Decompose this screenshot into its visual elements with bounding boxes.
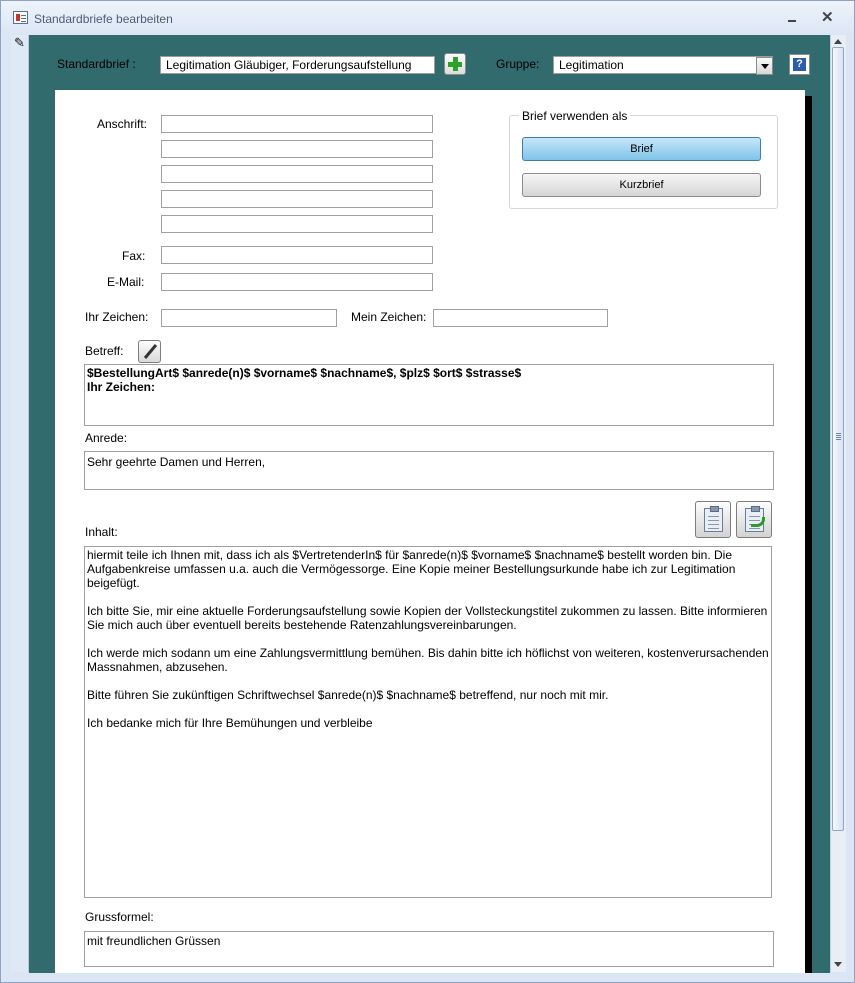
fax-label: Fax: — [122, 249, 146, 263]
email-input[interactable] — [161, 273, 433, 291]
mein-zeichen-input[interactable] — [433, 309, 608, 327]
scrollbar-thumb[interactable] — [832, 47, 844, 831]
gruppe-dropdown[interactable]: Legitimation — [553, 56, 773, 74]
clipboard-icon — [704, 508, 723, 532]
scroll-down-icon[interactable] — [834, 962, 842, 967]
grussformel-textarea[interactable]: mit freundlichen Grüssen — [84, 931, 774, 967]
brief-verwenden-title: Brief verwenden als — [519, 109, 630, 123]
anrede-label: Anrede: — [85, 431, 128, 445]
grussformel-label: Grussformel: — [85, 910, 154, 924]
anschrift-line-3-input[interactable] — [161, 165, 433, 183]
vertical-scrollbar[interactable] — [830, 35, 846, 972]
form-icon — [13, 11, 28, 24]
grip-icon — [836, 433, 841, 434]
paste-replace-button[interactable] — [736, 501, 772, 538]
help-button[interactable] — [789, 54, 810, 75]
gruppe-label: Gruppe: — [496, 57, 540, 71]
scroll-up-icon[interactable] — [834, 39, 842, 44]
title-bar — [1, 1, 854, 35]
window-bottom-border — [1, 973, 854, 982]
kurzbrief-button[interactable]: Kurzbrief — [522, 173, 761, 197]
edit-betreff-button[interactable] — [138, 340, 161, 363]
betreff-textarea[interactable]: $BestellungArt$ $anrede(n)$ $vorname$ $nachname$, $plz$ $ort$ $strasse$ Ihr Zeichen: — [84, 364, 774, 426]
fax-input[interactable] — [161, 246, 433, 264]
betreff-label: Betreff: — [85, 344, 124, 358]
anschrift-line-5-input[interactable] — [161, 215, 433, 233]
anrede-textarea[interactable]: Sehr geehrte Damen und Herren, — [84, 451, 774, 490]
anschrift-line-4-input[interactable] — [161, 190, 433, 208]
mein-zeichen-label: Mein Zeichen: — [351, 310, 427, 324]
anschrift-label: Anschrift: — [97, 117, 148, 131]
anschrift-line-2-input[interactable] — [161, 140, 433, 158]
ihr-zeichen-input[interactable] — [161, 309, 337, 327]
record-selector[interactable] — [11, 35, 29, 972]
standardbrief-label: Standardbrief : — [57, 57, 136, 71]
standardbrief-field[interactable]: Legitimation Gläubiger, Forderungsaufstellung — [160, 56, 435, 74]
window-title: Standardbriefe bearbeiten — [34, 12, 173, 26]
inhalt-label: Inhalt: — [85, 525, 118, 539]
edit-record-icon: ✎ — [14, 35, 25, 50]
email-label: E-Mail: — [107, 275, 145, 289]
panel-shadow — [805, 96, 812, 974]
close-button[interactable]: ✕ — [821, 9, 834, 26]
help-icon: ? — [793, 58, 806, 71]
anschrift-line-1-input[interactable] — [161, 115, 433, 133]
ihr-zeichen-label: Ihr Zeichen: — [85, 310, 149, 324]
inhalt-textarea[interactable]: hiermit teile ich Ihnen mit, dass ich als $VertretenderIn$ für $anrede(n)$ $vorname$ $nachname$ bestellt worden bin. Die Aufgabenkreise umfassen u.a. auch die Vermögessorge. Eine Kopie meiner Bestellungsurkunde habe ich zur Legitimation beigefügt. Ich bitte Sie, mir eine aktuelle Forderungsaufstellung sowie Kopien der Vollsteckungstitel zukommen zu lassen. Bitte informieren Sie mich auch über eventuell bereits bestehende Ratenzahlungsvereinbarungen. Ich werde mich sodann um eine Zahlungsvermittlung bemühen. Bis dahin bitte ich höflichst von weiteren, kostenverursachenden Massnahmen, abzusehen. Bitte führen Sie zukünftigen Schriftwechsel $anrede(n)$ $nachname$ betreffend, nur noch mit mir. Ich bedanke mich für Ihre Bemühungen und verbleibe — [84, 546, 772, 898]
add-standardbrief-button[interactable] — [444, 53, 466, 75]
chevron-down-icon[interactable] — [756, 57, 773, 75]
brief-button[interactable]: Brief — [522, 137, 761, 161]
paste-button[interactable] — [695, 501, 731, 538]
minimize-button[interactable] — [787, 11, 799, 23]
